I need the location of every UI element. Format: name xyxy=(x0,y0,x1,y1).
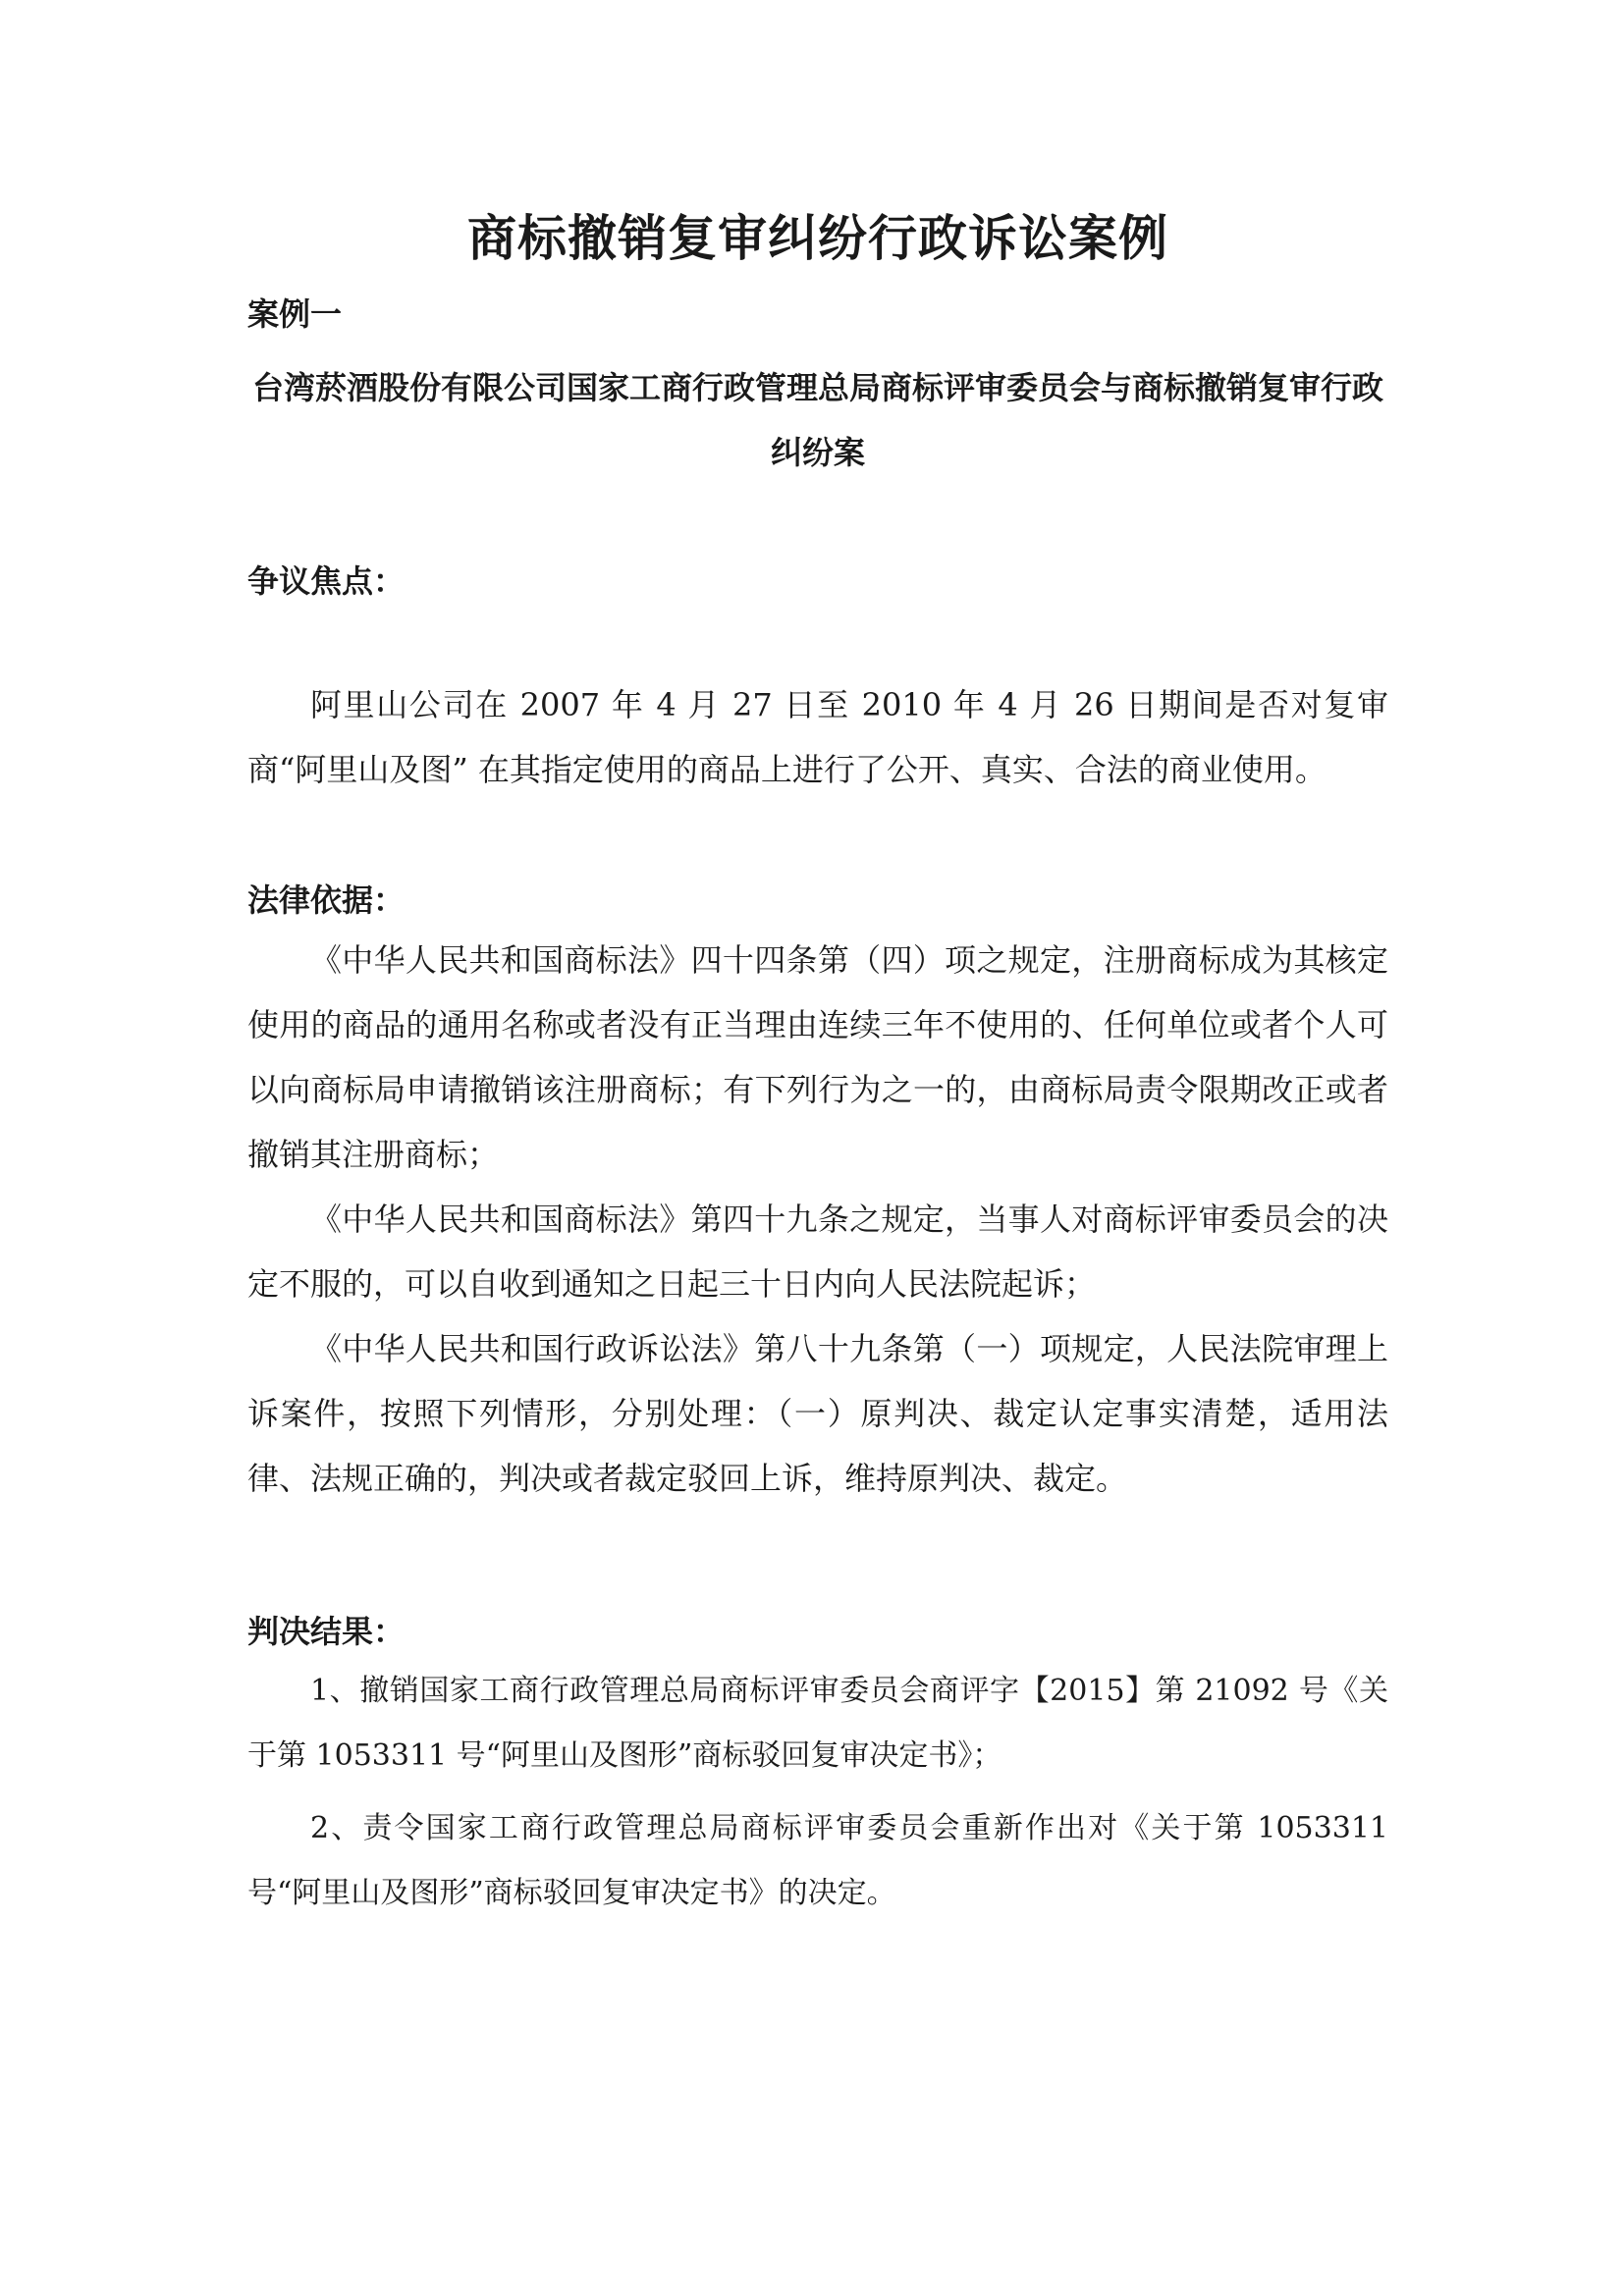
case-title: 台湾菸酒股份有限公司国家工商行政管理总局商标评审委员会与商标撤销复审行政纠纷案 xyxy=(251,369,1383,471)
document-title: 商标撤销复审纠纷行政诉讼案例 xyxy=(467,209,1168,267)
case-label: 案例一 xyxy=(247,295,343,333)
judgment-heading: 判决结果： xyxy=(247,1613,406,1650)
dispute-text: 阿里山公司在 2007 年 4 月 27 日至 2010 年 4 月 26 日期间是否对复审商“阿里山及图” 在其指定使用的商品上进行了公开、真实、合法的商业使用。 xyxy=(247,686,1388,788)
legal-item: 《中华人民共和国商标法》四十四条第（四）项之规定，注册商标成为其核定使用的商品的通用名称或者没有正当理由连续三年不使用的、任何单位或者个人可以向商标局申请撤销该注册商标；有下列行为之一的，由商标局责令限期改正或者撤销其注册商标； xyxy=(247,941,1388,1173)
legal-item: 《中华人民共和国行政诉讼法》第八十九条第（一）项规定，人民法院审理上诉案件，按照下列情形，分别处理：（一）原判决、裁定认定事实清楚，适用法律、法规正确的，判决或者裁定驳回上诉，维持原判决、裁定。 xyxy=(247,1330,1388,1497)
legal-heading: 法律依据： xyxy=(247,881,406,919)
judgment-item: 2、责令国家工商行政管理总局商标评审委员会重新作出对《关于第 1053311 号“阿里山及图形”商标驳回复审决定书》的决定。 xyxy=(247,1811,1388,1910)
judgment-item: 1、撤销国家工商行政管理总局商标评审委员会商评字【2015】第 21092 号《关于第 1053311 号“阿里山及图形”商标驳回复审决定书》； xyxy=(247,1674,1388,1773)
legal-item: 《中华人民共和国商标法》第四十九条之规定，当事人对商标评审委员会的决定不服的，可以自收到通知之日起三十日内向人民法院起诉； xyxy=(247,1201,1388,1303)
dispute-heading: 争议焦点： xyxy=(247,562,406,600)
